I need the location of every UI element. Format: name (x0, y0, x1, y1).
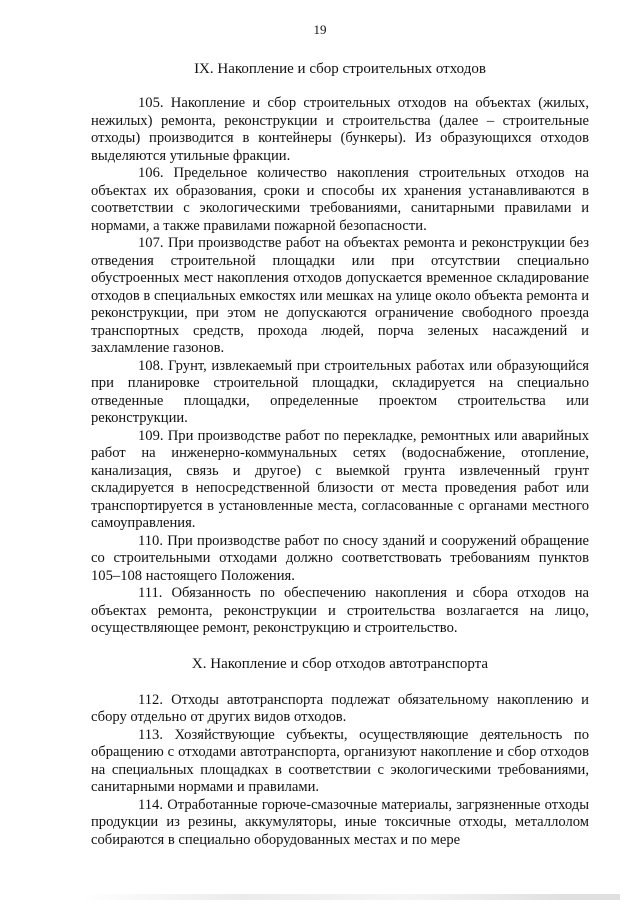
paragraph-113: 113. Хозяйствующие субъекты, осуществляющие деятельность по обращению с отходами автотранспорта, организуют накопление и сбор отходов на специальных площадках в соответствии с экологическими требованиями, санитарными нормами и правилами. (91, 726, 589, 795)
section-x-title: X. Накопление и сбор отходов автотранспорта (191, 655, 489, 672)
paragraph-112: 112. Отходы автотранспорта подлежат обязательному накоплению и сбору отдельно от других видов отходов. (91, 691, 589, 725)
paragraph-110: 110. При производстве работ по сносу зданий и сооружений обращение со строительными отходами должно соответствовать требованиям пунктов 105–108 настоящего Положения. (91, 532, 589, 584)
paragraph-105: 105. Накопление и сбор строительных отходов на объектах (жилых, нежилых) ремонта, реконструкции и строительства (далее – строительные отходы) производится в контейнеры (бункеры). Из образующихся отходов выделяются утильные фракции. (91, 95, 589, 164)
section-ix-title: IX. Накопление и сбор строительных отходов (194, 61, 486, 77)
paragraph-111: 111. Обязанность по обеспечению накопления и сбора отходов на объектах ремонта, реконструкции и строительства возлагается на лицо, осуществляющее ремонт, реконструкцию и строительство. (91, 585, 589, 636)
paragraph-107: 107. При производстве работ на объектах ремонта и реконструкции без отведения строительной площадки или при отсутствии специально обустроенных мест накопления отходов допускается временное складирование отходов в специальных емкостях или мешках на улице около объекта ремонта и реконструкции, при этом не допускаются ограничение свободного проезда транспортных средств, прохода людей, порча зеленых насаждений и захламление газонов. (91, 235, 589, 356)
paragraph-108: 108. Грунт, извлекаемый при строительных работах или образующийся при планировке строительной площадки, складируется на специально отведенные площадки, определенные проектом строительства или реконструкции. (91, 357, 589, 426)
paragraph-114: 114. Отработанные горюче-смазочные материалы, загрязненные отходы продукции из резины, аккумуляторы, иные токсичные отходы, металлолом собираются в специально оборудованных местах и по мере (91, 796, 589, 848)
paragraph-109: 109. При производстве работ по перекладке, ремонтных или аварийных работ на инженерно-коммунальных сетях (водоснабжение, отопление, канализация, связь и другое) с выемкой грунта извлеченный грунт складируется в непосредственной близости от места проведения работ или транспортируется в установленные места, согласованные с органами местного самоуправления. (91, 427, 589, 531)
document-body (91, 60, 589, 849)
scan-edge-artifact (80, 894, 620, 900)
page-number: 19 (313, 22, 327, 37)
paragraph-106: 106. Предельное количество накопления строительных отходов на объектах их образования, сроки и способы их хранения устанавливаются в соответствии с экологическими требованиями, санитарными правилами и нормами, а также правилами пожарной безопасности. (91, 165, 589, 234)
